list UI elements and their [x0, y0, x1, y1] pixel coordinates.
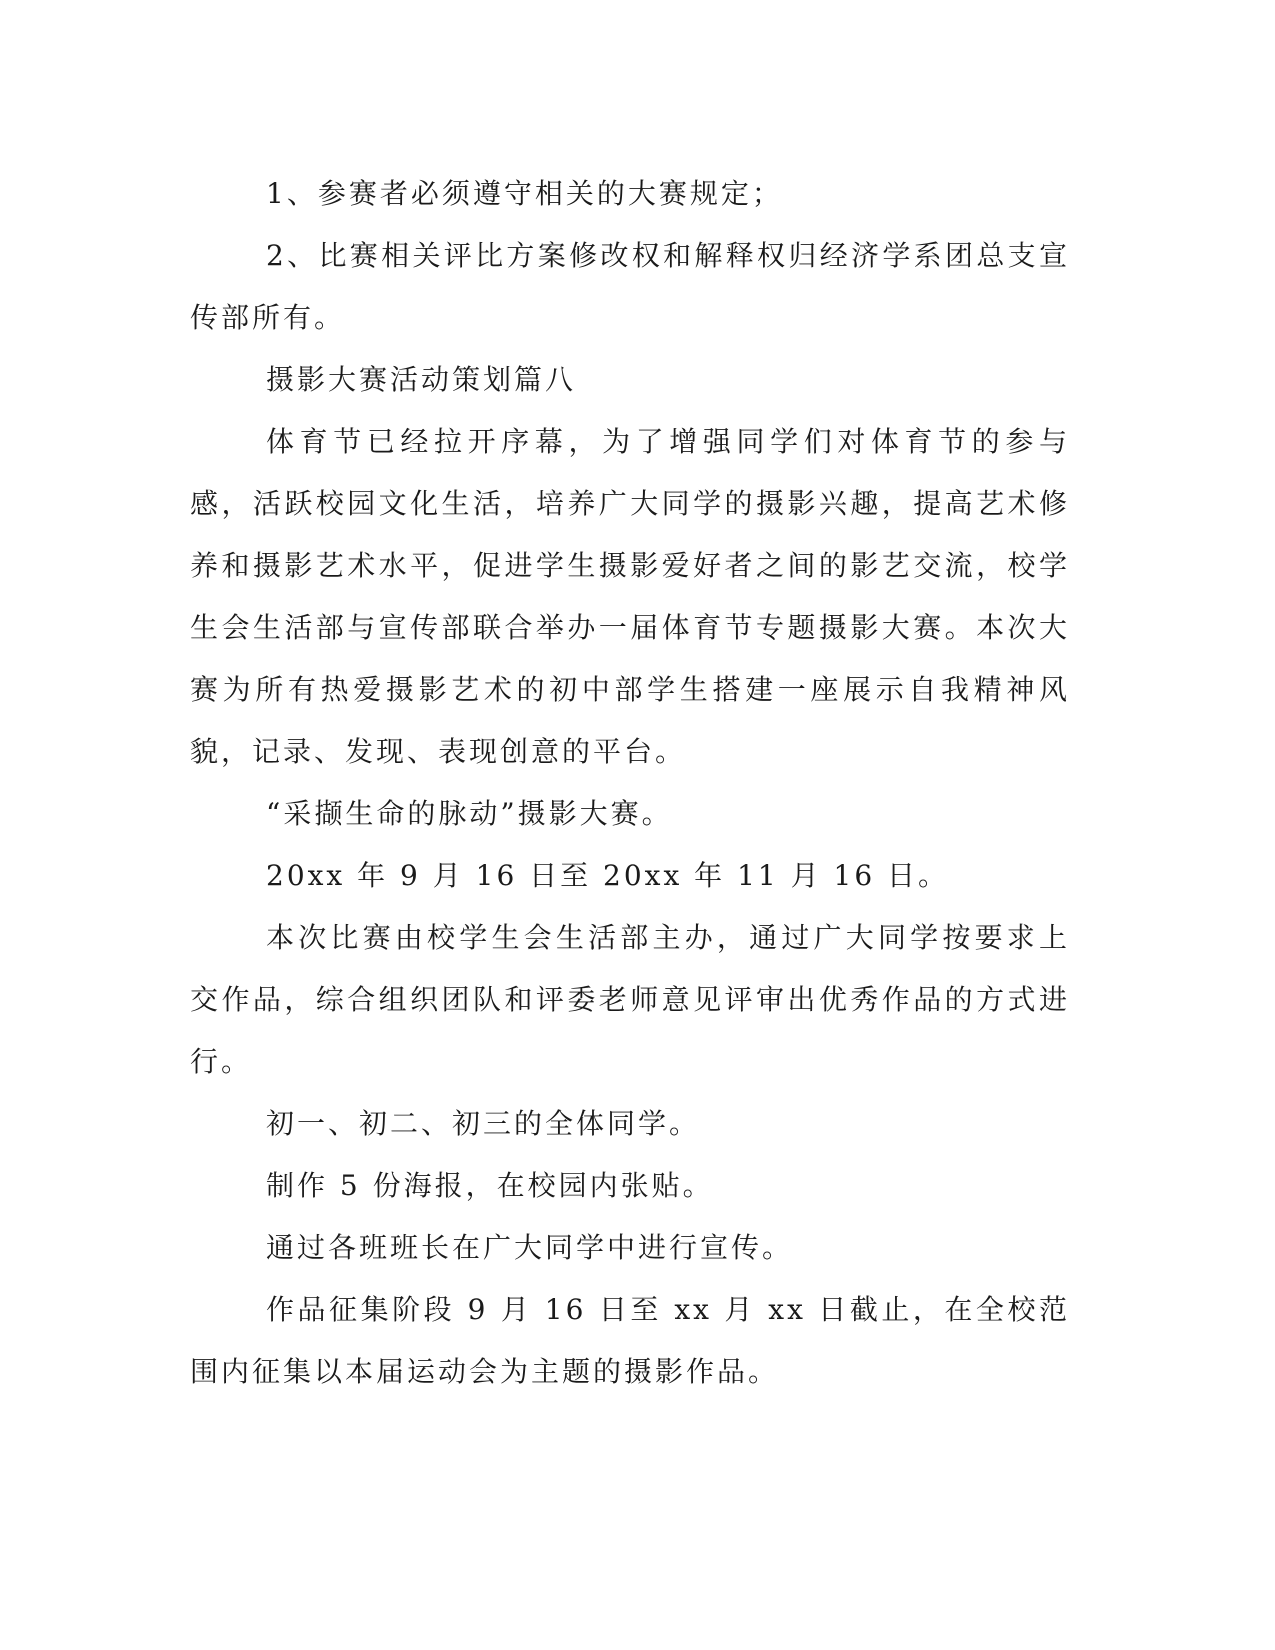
paragraph-posters: 制作 5 份海报，在校园内张贴。 [266, 1169, 714, 1202]
paragraph-background: 体育节已经拉开序幕，为了增强同学们对体育节的参与感，活跃校园文化生活，培养广大同学的摄影兴趣，提高艺术修养和摄影艺术水平，促进学生摄影爱好者之间的影艺交流，校学生会生活部与宣传部联合举办一届体育节专题摄影大赛。本次大赛为所有热爱摄影艺术的初中部学生搭建一座展示自我精神风貌，记录、发现、表现创意的平台。 [190, 425, 1070, 768]
paragraph-dates: 20xx 年 9 月 16 日至 20xx 年 11 月 16 日。 [266, 859, 950, 892]
document-body [190, 163, 1070, 1403]
paragraph-promotion: 通过各班班长在广大同学中进行宣传。 [266, 1231, 794, 1264]
section-heading: 摄影大赛活动策划篇八 [266, 363, 577, 396]
paragraph-rule-1: 1、参赛者必须遵守相关的大赛规定； [266, 177, 783, 210]
paragraph-collection: 作品征集阶段 9 月 16 日至 xx 月 xx 日截止，在全校范围内征集以本届运动会为主题的摄影作品。 [190, 1293, 1070, 1388]
paragraph-participants: 初一、初二、初三的全体同学。 [266, 1107, 701, 1140]
paragraph-rule-2: 2、比赛相关评比方案修改权和解释权归经济学系团总支宣传部所有。 [190, 239, 1070, 334]
paragraph-organizer: 本次比赛由校学生会生活部主办，通过广大同学按要求上交作品，综合组织团队和评委老师意见评审出优秀作品的方式进行。 [190, 921, 1070, 1078]
paragraph-theme: “采撷生命的脉动”摄影大赛。 [266, 797, 673, 830]
